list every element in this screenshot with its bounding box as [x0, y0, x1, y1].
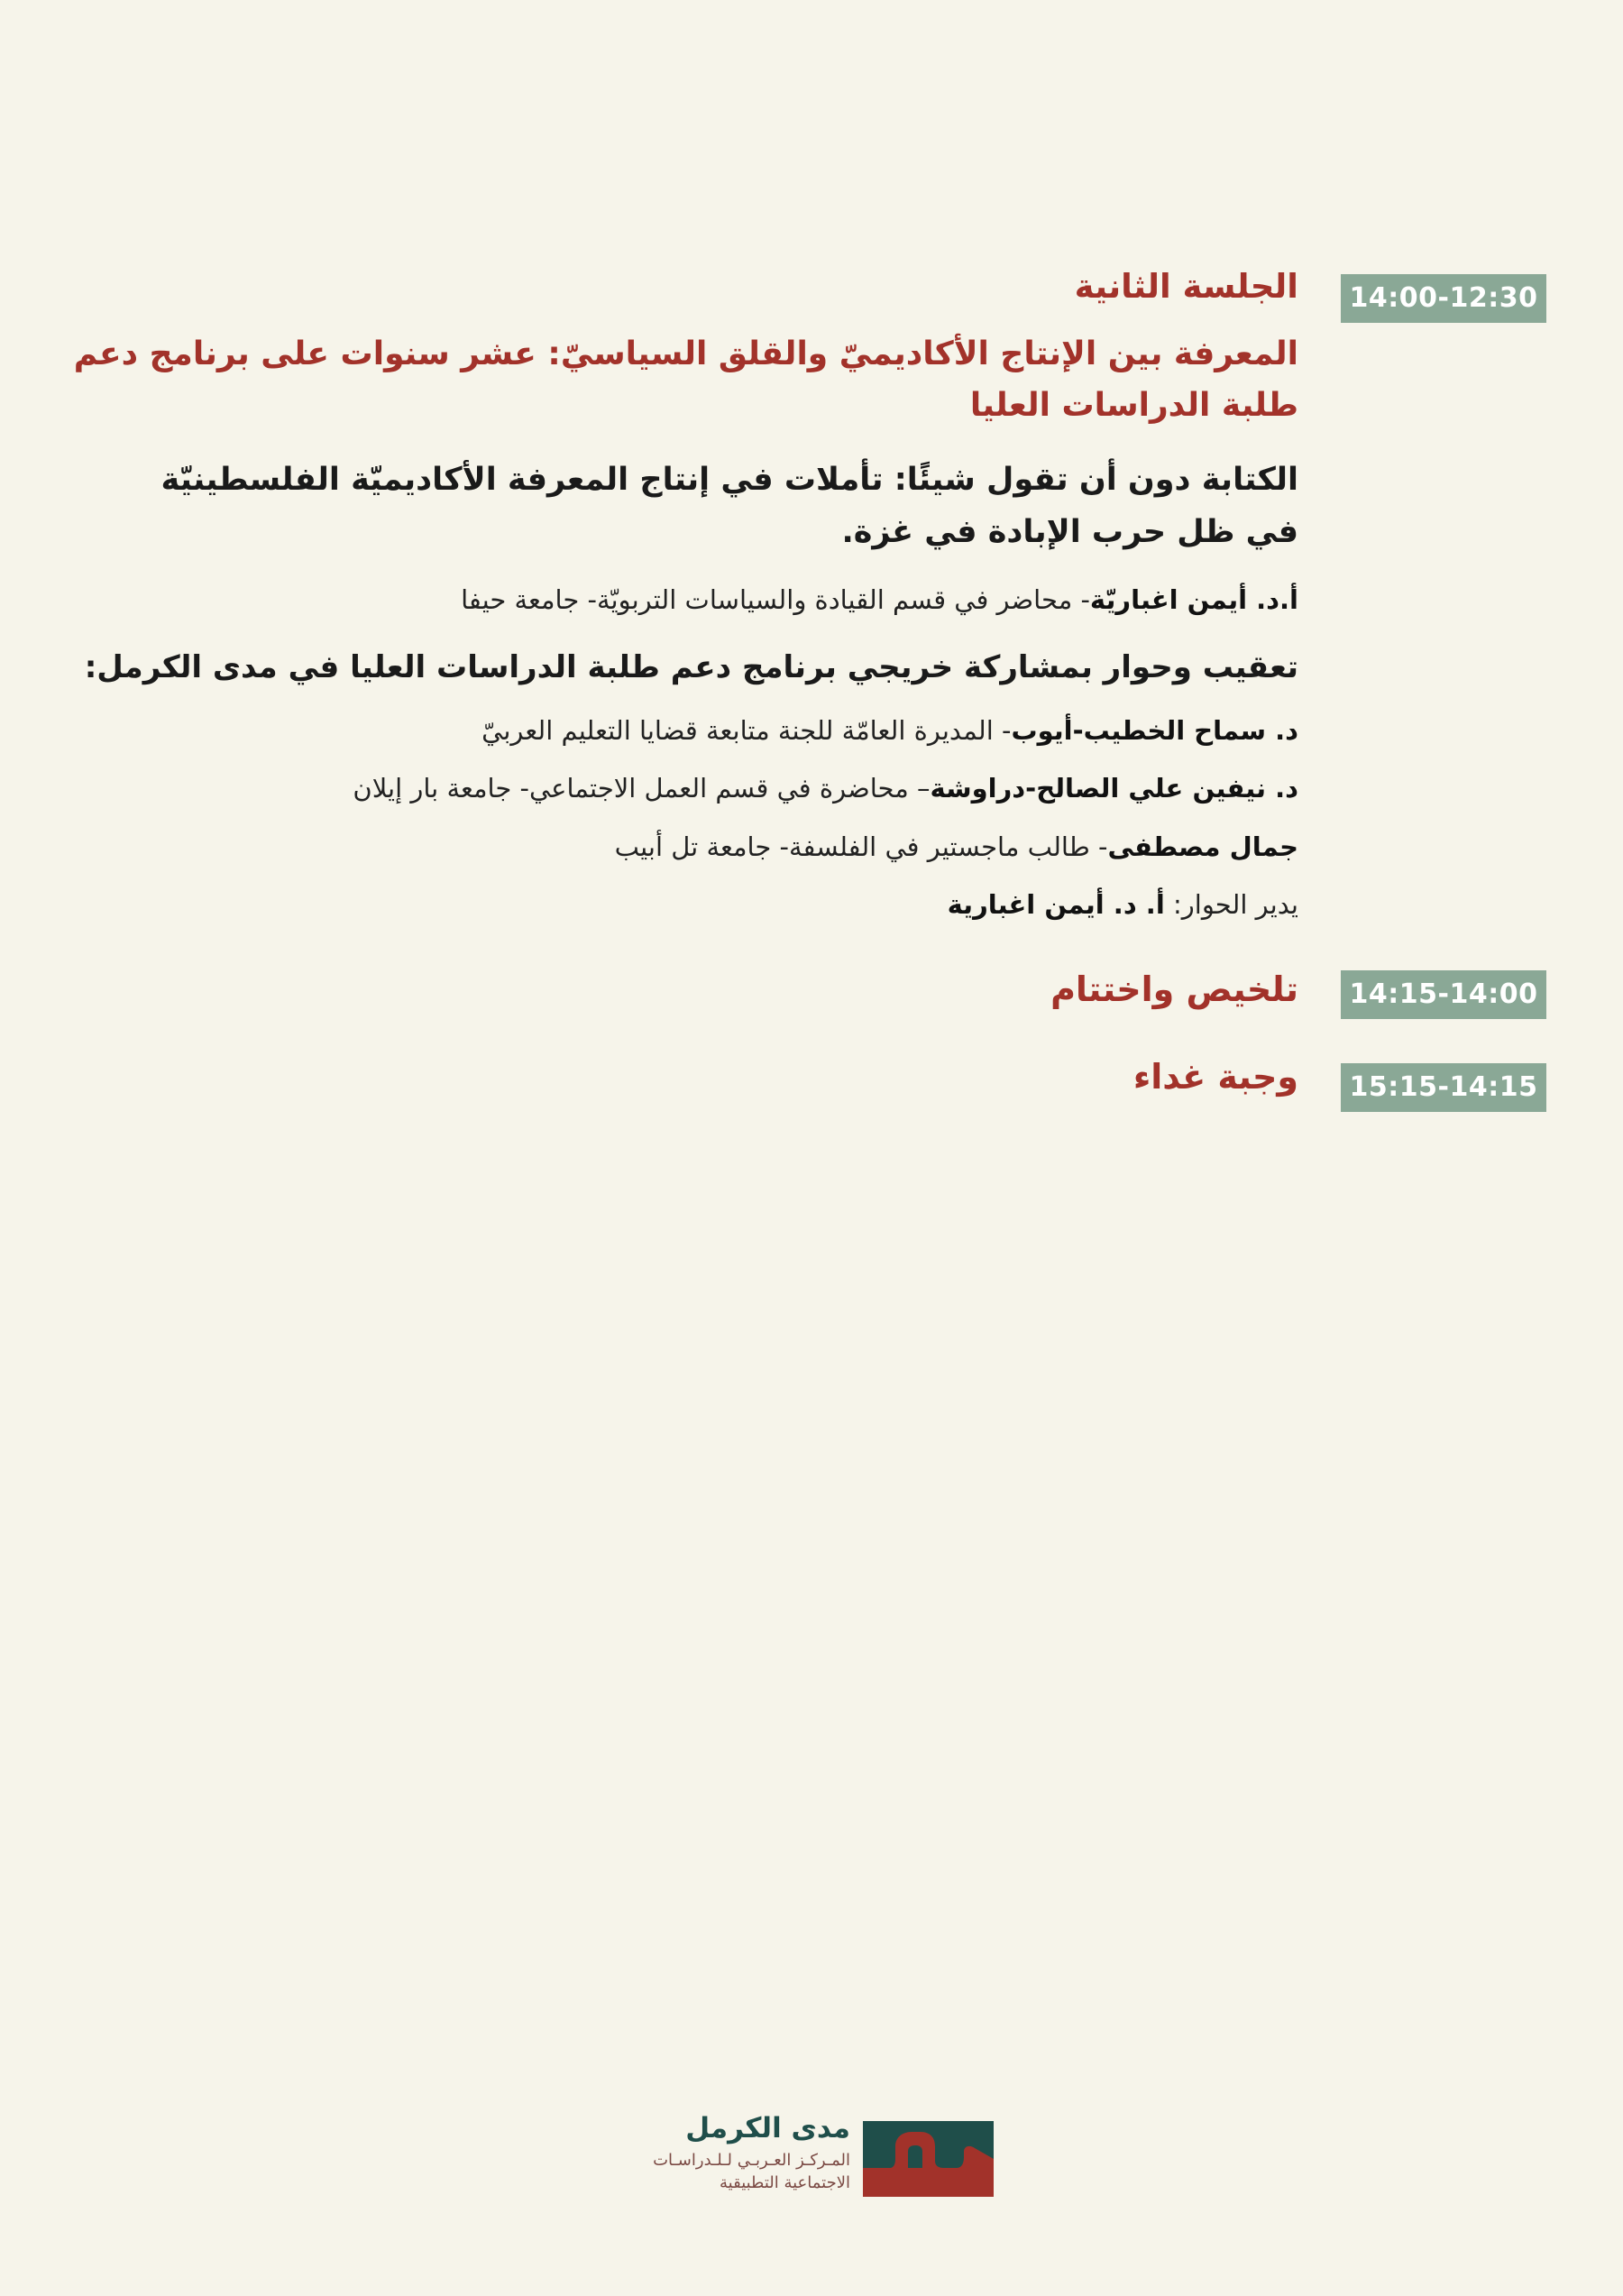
lunch-time-badge: 15:15-14:15	[1341, 1063, 1546, 1112]
logo-subtitle-line2: الاجتماعية التطبيقية	[720, 2173, 850, 2192]
talk-title-line2: في ظل حرب الإبادة في غزة.	[841, 514, 1298, 550]
panelist-role: - المديرة العامّة للجنة متابعة قضايا التعليم العربيّ	[481, 715, 1012, 746]
panelist-3	[615, 831, 1298, 862]
session2-label: الجلسة الثانية	[1074, 267, 1298, 306]
logo-name: مدى الكرمل	[685, 2112, 850, 2144]
panelist-role: - طالب ماجستير في الفلسفة- جامعة تل أبيب	[614, 831, 1108, 862]
speaker	[461, 584, 1298, 615]
closing-title: تلخيص واختتام	[1050, 969, 1298, 1009]
panelist-name: د. سماح الخطيب-أيوب	[1011, 715, 1298, 746]
moderator-name: أ. د. أيمن اغبارية	[947, 889, 1165, 920]
panelist-role: – محاضرة في قسم العمل الاجتماعي- جامعة بار إيلان	[353, 773, 931, 804]
session2-title-line1: المعرفة بين الإنتاج الأكاديميّ والقلق السياسيّ: عشر سنوات على برنامج دعم	[73, 335, 1298, 372]
lunch-title: وجبة غداء	[1132, 1057, 1298, 1097]
speaker-role: - محاضر في قسم القيادة والسياسات التربويّة- جامعة حيفا	[461, 584, 1090, 615]
panelist-name: جمال مصطفى	[1107, 831, 1298, 862]
logo-subtitle-line1: المـركـز العـربـي لـلـدراسـات	[653, 2151, 850, 2170]
moderator-label: يدير الحوار:	[1164, 889, 1298, 920]
speaker-name: أ.د. أيمن اغباريّة	[1089, 584, 1298, 615]
panelist-name: د. نيفين علي الصالح-دراوشة	[930, 773, 1298, 804]
mada-logo-icon	[863, 2121, 994, 2197]
talk-title-line1: الكتابة دون أن تقول شيئًا: تأملات في إنتاج المعرفة الأكاديميّة الفلسطينيّة	[160, 462, 1298, 498]
moderator	[948, 889, 1298, 920]
session2-time-badge: 14:00-12:30	[1341, 274, 1546, 323]
panelist-2	[353, 773, 1298, 804]
closing-time-badge: 14:15-14:00	[1341, 970, 1546, 1019]
discussion-heading: تعقيب وحوار بمشاركة خريجي برنامج دعم طلبة الدراسات العليا في مدى الكرمل:	[84, 649, 1298, 685]
session2-title-line2: طلبة الدراسات العليا	[969, 387, 1298, 424]
panelist-1	[481, 715, 1298, 746]
